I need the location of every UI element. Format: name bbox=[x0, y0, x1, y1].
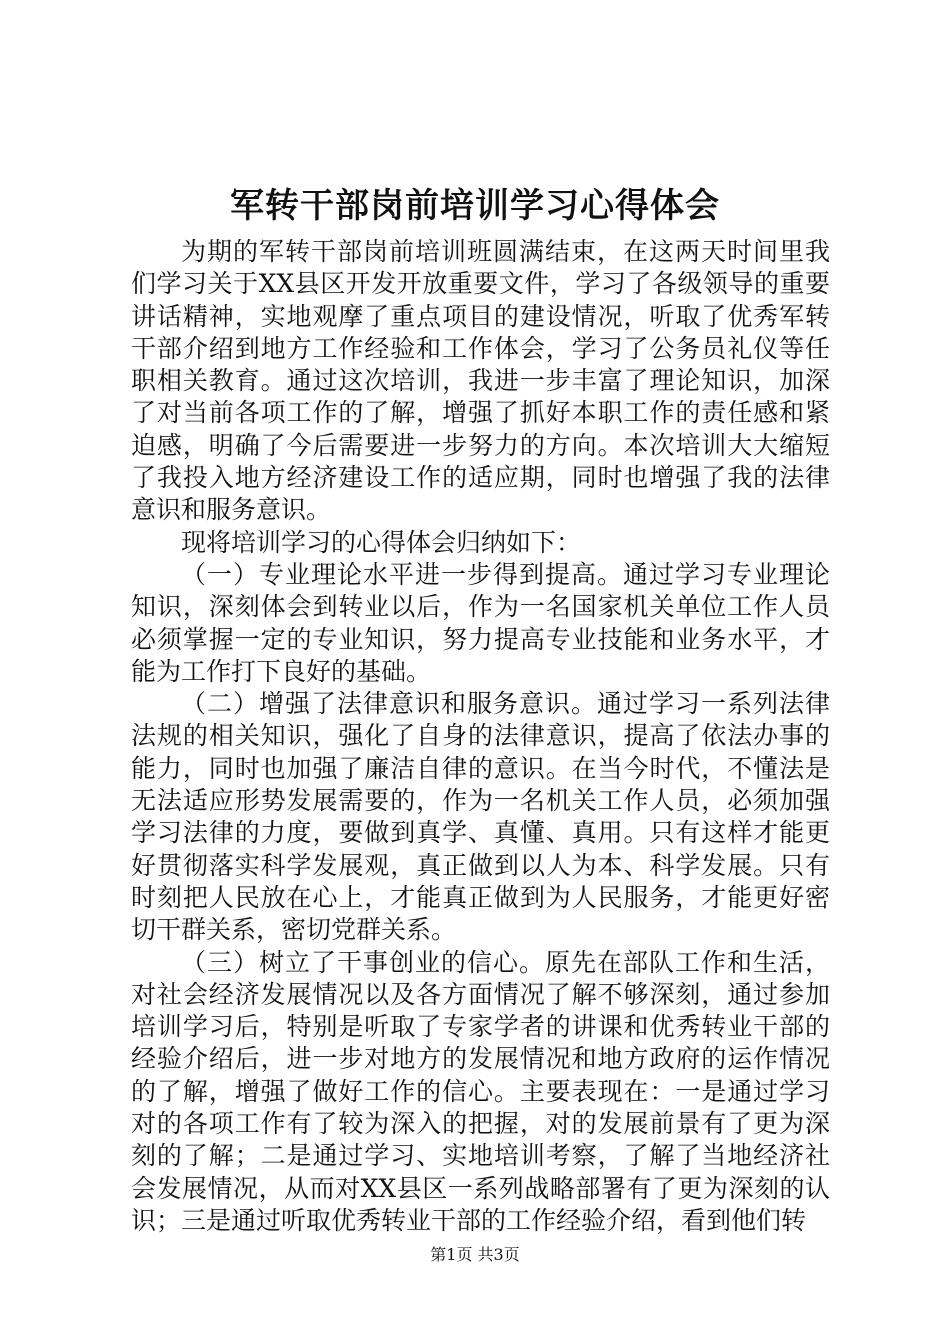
page-footer: 第1页 共3页 bbox=[430, 1245, 520, 1264]
paragraph-point-3: （三）树立了干事创业的信心。原先在部队工作和生活，对社会经济发展情况以及各方面情况了解不够深刻，通过参加培训学习后，特别是听取了专家学者的讲课和优秀转业干部的经验介绍后，进一步对地方的发展情况和地方政府的运作情况的了解，增强了做好工作的信心。主要表现在：一是通过学习对的各项工作有了较为深入的把握，对的发展前景有了更为深刻的了解；二是通过学习、实地培训考察，了解了当地经济社会发展情况，从而对XX县区一系列战略部署有了更为深刻的认识；三是通过听取优秀转业干部的工作经验介绍，看到他们转 bbox=[131, 947, 830, 1235]
document-body bbox=[131, 236, 830, 1237]
paragraph-intro: 为期的军转干部岗前培训班圆满结束，在这两天时间里我们学习关于XX县区开发开放重要文件，学习了各级领导的重要讲话精神，实地观摩了重点项目的建设情况，听取了优秀军转干部介绍到地方工作经验和工作体会，学习了公务员礼仪等任职相关教育。通过这次培训，我进一步丰富了理论知识，加深了对当前各项工作的了解，增强了抓好本职工作的责任感和紧迫感，明确了今后需要进一步努力的方向。本次培训大大缩短了我投入地方经济建设工作的适应期，同时也增强了我的法律意识和服务意识。 bbox=[131, 237, 830, 525]
paragraph-summary-lead: 现将培训学习的心得体会归纳如下： bbox=[181, 527, 582, 557]
paragraph-point-1: （一）专业理论水平进一步得到提高。通过学习专业理论知识，深刻体会到转业以后，作为一名国家机关单位工作人员必须掌握一定的专业知识，努力提高专业技能和业务水平，才能为工作打下良好的基础。 bbox=[131, 559, 830, 686]
document-title: 军转干部岗前培训学习心得体会 bbox=[230, 186, 720, 226]
paragraph-point-2: （二）增强了法律意识和服务意识。通过学习一系列法律法规的相关知识，强化了自身的法律意识，提高了依法办事的能力，同时也加强了廉洁自律的意识。在当今时代，不懂法是无法适应形势发展需要的，作为一名机关工作人员，必须加强学习法律的力度，要做到真学、真懂、真用。只有这样才能更好贯彻落实科学发展观，真正做到以人为本、科学发展。只有时刻把人民放在心上，才能真正做到为人民服务，才能更好密切干群关系，密切党群关系。 bbox=[131, 689, 830, 945]
